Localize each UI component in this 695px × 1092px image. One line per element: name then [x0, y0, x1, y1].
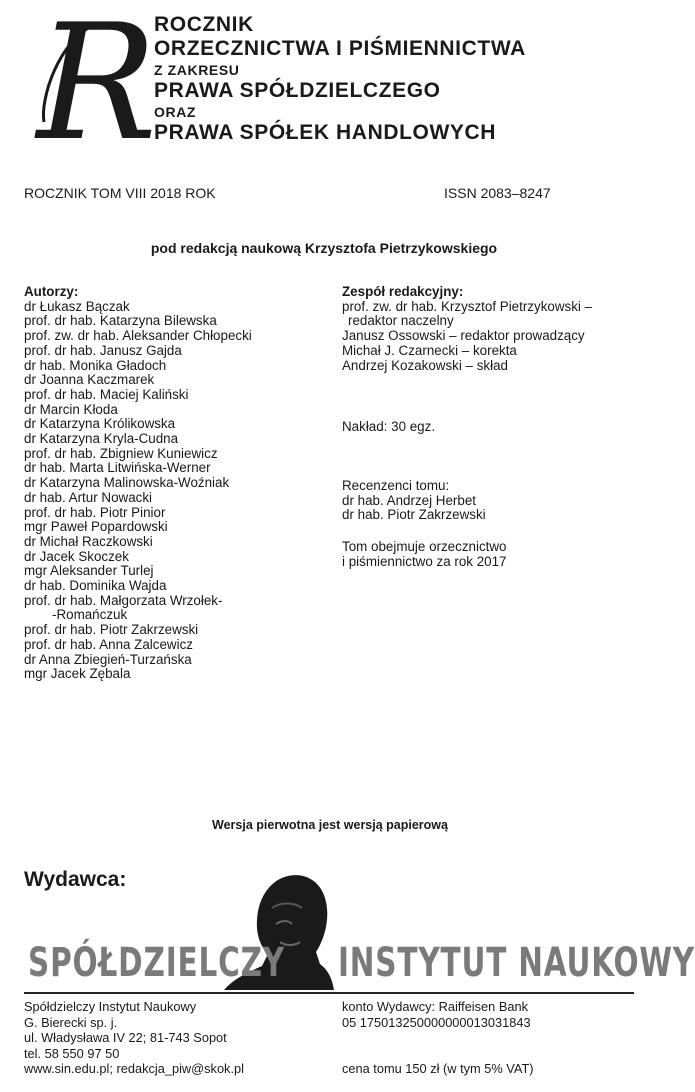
- reviewer-item: dr hab. Andrzej Herbet: [342, 492, 476, 508]
- volume-info: ROCZNIK TOM VIII 2018 ROK: [24, 185, 216, 201]
- title-line: PRAWA SPÓŁEK HANDLOWYCH: [154, 121, 497, 144]
- author-item: dr hab. Dominika Wajda: [24, 578, 167, 594]
- author-item: dr hab. Monika Gładoch: [24, 357, 167, 373]
- team-item: redaktor naczelny: [348, 313, 454, 329]
- authors-heading: Autorzy:: [24, 284, 79, 299]
- issn: ISSN 2083–8247: [444, 185, 551, 201]
- price: cena tomu 150 zł (w tym 5% VAT): [342, 1061, 534, 1076]
- version-note: Wersja pierwotna jest wersją papierową: [212, 818, 448, 832]
- author-item: dr Katarzyna Kryla-Cudna: [24, 431, 179, 447]
- publisher-address: [24, 999, 244, 1077]
- title-line: Z ZAKRESU: [154, 62, 240, 78]
- logo-letter: R: [36, 0, 158, 176]
- editorial-team: [342, 285, 592, 373]
- author-item: dr hab. Marta Litwińska-Werner: [24, 460, 211, 476]
- editorial-team-heading: Zespół redakcyjny:: [342, 284, 464, 299]
- coverage-line: Tom obejmuje orzecznictwo: [342, 539, 507, 554]
- publisher-logo-right: INSTYTUT NAUKOWY: [338, 940, 695, 986]
- bank-account: 05 175013250000000013031843: [342, 1014, 531, 1030]
- journal-logo-r: [36, 0, 158, 176]
- author-item: dr Katarzyna Królikowska: [24, 416, 176, 432]
- address-line: G. Bierecki sp. j.: [24, 1014, 118, 1030]
- author-item: dr Łukasz Bączak: [24, 298, 130, 314]
- author-item: prof. dr hab. Maciej Kaliński: [24, 386, 189, 402]
- author-item: dr Michał Raczkowski: [24, 533, 153, 549]
- author-item: dr hab. Artur Nowacki: [24, 489, 153, 505]
- bank-info: [342, 999, 531, 1030]
- title-line: ORAZ: [154, 104, 197, 120]
- title-line: PRAWA SPÓŁDZIELCZEGO: [154, 79, 441, 102]
- author-item: dr Joanna Kaczmarek: [24, 372, 155, 388]
- reviewer-item: dr hab. Piotr Zakrzewski: [342, 507, 486, 523]
- team-item: Michał J. Czarnecki – korekta: [342, 342, 517, 358]
- author-item: dr Marcin Kłoda: [24, 401, 118, 417]
- author-item: mgr Jacek Zębala: [24, 666, 131, 682]
- author-item: prof. dr hab. Piotr Pinior: [24, 504, 166, 520]
- author-item: prof. dr hab. Małgorzata Wrzołek-: [24, 592, 223, 608]
- team-item: Janusz Ossowski – redaktor prowadzący: [342, 328, 585, 344]
- team-item: Andrzej Kozakowski – skład: [342, 357, 508, 373]
- journal-title: [154, 14, 526, 143]
- publisher-label: Wydawca:: [24, 868, 127, 891]
- author-item: mgr Paweł Popardowski: [24, 519, 168, 535]
- title-line: ORZECZNICTWA I PIŚMIENNICTWA: [154, 37, 526, 60]
- editor-line: pod redakcją naukową Krzysztofa Pietrzykowskiego: [150, 240, 498, 256]
- address-line: Spółdzielczy Instytut Naukowy: [24, 999, 197, 1014]
- contact-line[interactable]: www.sin.edu.pl; redakcja_piw@skok.pl: [24, 1061, 244, 1077]
- author-item: dr Katarzyna Malinowska-Woźniak: [24, 475, 230, 491]
- circulation: Nakład: 30 egz.: [342, 419, 436, 434]
- author-item: prof. dr hab. Katarzyna Bilewska: [24, 313, 217, 329]
- author-item: dr Anna Zbiegień-Turzańska: [24, 651, 192, 667]
- address-line: ul. Władysława IV 22; 81-743 Sopot: [24, 1030, 227, 1046]
- team-item: prof. zw. dr hab. Krzysztof Pietrzykowski –: [342, 298, 593, 314]
- coverage-line: i piśmiennictwo za rok 2017: [342, 553, 507, 569]
- reviewers-heading: Recenzenci tomu:: [342, 478, 450, 493]
- reviewers: [342, 479, 486, 523]
- author-item: prof. dr hab. Zbigniew Kuniewicz: [24, 445, 218, 461]
- divider: [24, 992, 634, 994]
- coverage-note: [342, 540, 507, 569]
- bank-line: konto Wydawcy: Raiffeisen Bank: [342, 999, 529, 1014]
- author-item: -Romańczuk: [52, 607, 128, 623]
- author-item: dr Jacek Skoczek: [24, 548, 129, 564]
- author-item: prof. dr hab. Piotr Zakrzewski: [24, 622, 199, 638]
- publisher-logo-left: SPÓŁDZIELCZY: [28, 940, 285, 986]
- author-item: mgr Aleksander Turlej: [24, 563, 154, 579]
- author-item: prof. dr hab. Janusz Gajda: [24, 342, 182, 358]
- authors-list: [24, 285, 252, 682]
- author-item: prof. zw. dr hab. Aleksander Chłopecki: [24, 328, 252, 344]
- title-line: ROCZNIK: [154, 13, 254, 36]
- author-item: prof. dr hab. Anna Zalcewicz: [24, 636, 193, 652]
- address-line: tel. 58 550 97 50: [24, 1045, 120, 1061]
